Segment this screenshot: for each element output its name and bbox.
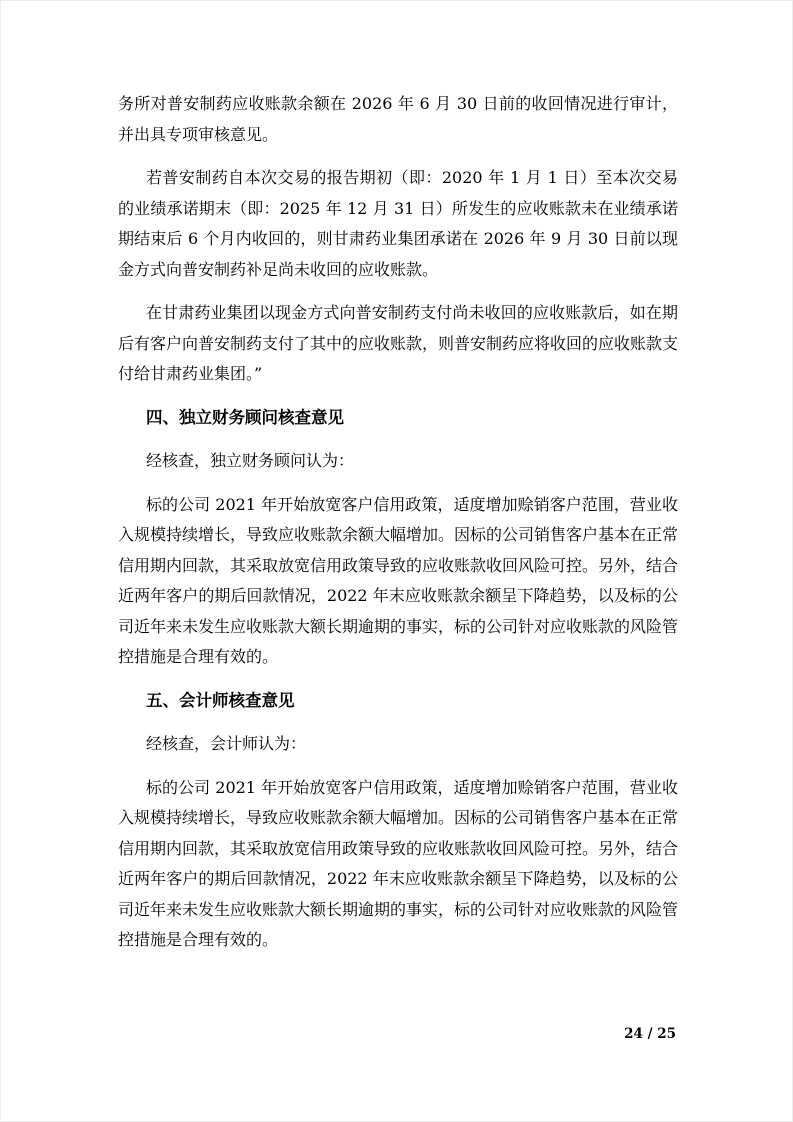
paragraph-advisor-verification-intro: 经核查，独立财务顾问认为：: [146, 451, 355, 470]
paragraph-cash-payment-clause: 在甘肃药业集团以现金方式向普安制药支付尚未收回的应收账款后，如在期后有客户向普安制药支付了其中的应收账款，则普安制药应将收回的应收账款支付给甘肃药业集团。”: [118, 303, 679, 383]
page-content: [118, 89, 678, 969]
paragraph-performance-commitment: 若普安制药自本次交易的报告期初（即：2020 年 1 月 1 日）至本次交易的业绩承诺期末（即：2025 年 12 月 31 日）所发生的应收账款未在业绩承诺期结束后 6 个月内收回的，则甘肃药业集团承诺在 2026 年 9 月 30 日前以现金方式向普安制药补足尚未收回的应收账款。: [118, 168, 678, 279]
paragraph-audit-continuation: 务所对普安制药应收账款余额在 2026 年 6 月 30 日前的收回情况进行审计，并出具专项审核意见。: [118, 94, 678, 144]
section-heading-independent-financial-advisor-opinion: 四、独立财务顾问核查意见: [146, 407, 344, 427]
paragraph-advisor-opinion-body: 标的公司 2021 年开始放宽客户信用政策，适度增加赊销客户范围，营业收入规模持续增长，导致应收账款余额大幅增加。因标的公司销售客户基本在正常信用期内回款，其采取放宽信用政策导致的应收账款收回风险可控。另外，结合近两年客户的期后回款情况，2022 年末应收账款余额呈下降趋势，以及标的公司近年来未发生应收账款大额长期逾期的事实，标的公司针对应收账款的风险管控措施是合理有效的。: [118, 494, 679, 666]
paragraph-accountant-opinion-body: 标的公司 2021 年开始放宽客户信用政策，适度增加赊销客户范围，营业收入规模持续增长，导致应收账款余额大幅增加。因标的公司销售客户基本在正常信用期内回款，其采取放宽信用政策导致的应收账款收回风险可控。另外，结合近两年客户的期后回款情况，2022 年末应收账款余额呈下降趋势，以及标的公司近年来未发生应收账款大额长期逾期的事实，标的公司针对应收账款的风险管控措施是合理有效的。: [118, 777, 679, 949]
page-number: 24 / 25: [624, 1026, 676, 1042]
paragraph-accountant-verification-intro: 经核查，会计师认为：: [146, 734, 307, 753]
section-heading-accountant-opinion: 五、会计师核查意见: [146, 690, 295, 710]
